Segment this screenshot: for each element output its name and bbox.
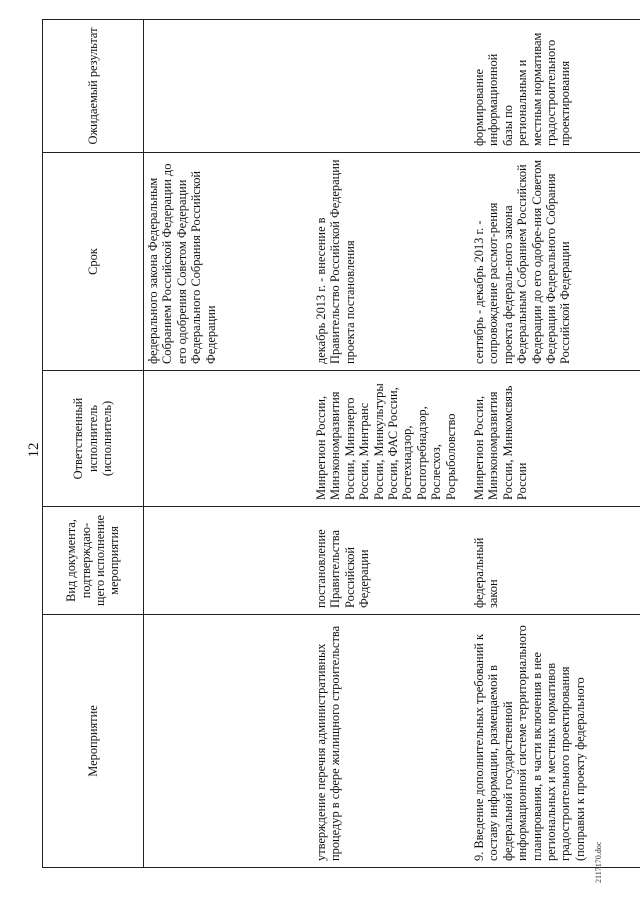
measures-table xyxy=(42,19,640,868)
header-document: Вид документа, подтверждаю-щего исполнение мероприятия xyxy=(43,507,144,615)
table-header-row xyxy=(43,20,144,868)
cell-executor: Минрегион России, Минэкономразвития России, Минкомсвязь России xyxy=(466,371,640,507)
table-row xyxy=(466,20,640,868)
cell-term: декабрь 2013 г. - внесение в Правительство Российской Федерации проекта постановления xyxy=(310,153,466,371)
document-code: 2117170.doc xyxy=(594,841,603,883)
cell-measure xyxy=(144,615,311,868)
cell-document xyxy=(144,507,311,615)
cell-executor xyxy=(144,371,311,507)
header-term: Срок xyxy=(43,153,144,371)
cell-measure: 9. Введение дополнительных требований к составу информации, размещаемой в федеральной государственной информационной системе территориального планирования, в части включения в нее региональных и местных нормативов градостроительного проектирования (поправки к проекту федерального xyxy=(466,615,640,868)
header-executor: Ответственный исполнитель (исполнитель) xyxy=(43,371,144,507)
table-row xyxy=(310,20,466,868)
cell-document: постановление Правительства Российской Федерации xyxy=(310,507,466,615)
cell-result xyxy=(310,20,466,153)
cell-result: формирование информационной базы по региональным и местным нормативам градостроительного проектирования xyxy=(466,20,640,153)
cell-term: федерального закона Федеральным Собранием Российской Федерации до его одобрения Советом Федерации Федерального Собрания Российской Федерации xyxy=(144,153,311,371)
cell-executor: Минрегион России, Минэкономразвития России, Минэнерго России, Минтранс России, Минкультуры России, ФАС России, Ростехнадзор, Роспотребнадзор, Рослесхоз, Росрыболовство xyxy=(310,371,466,507)
header-measure: Мероприятие xyxy=(43,615,144,868)
page-number: 12 xyxy=(26,442,42,458)
table-row xyxy=(144,20,311,868)
header-result: Ожидаемый результат xyxy=(43,20,144,153)
cell-result xyxy=(144,20,311,153)
cell-term: сентябрь - декабрь 2013 г. - сопровождение рассмот-рения проекта федераль-ного закона Федеральным Собранием Российской Федерации до его одобре-ния Советом Федерации Федерального Собрания Российской Федерации xyxy=(466,153,640,371)
cell-measure: утверждение перечня административных процедур в сфере жилищного строительства xyxy=(310,615,466,868)
cell-document: федеральный закон xyxy=(466,507,640,615)
